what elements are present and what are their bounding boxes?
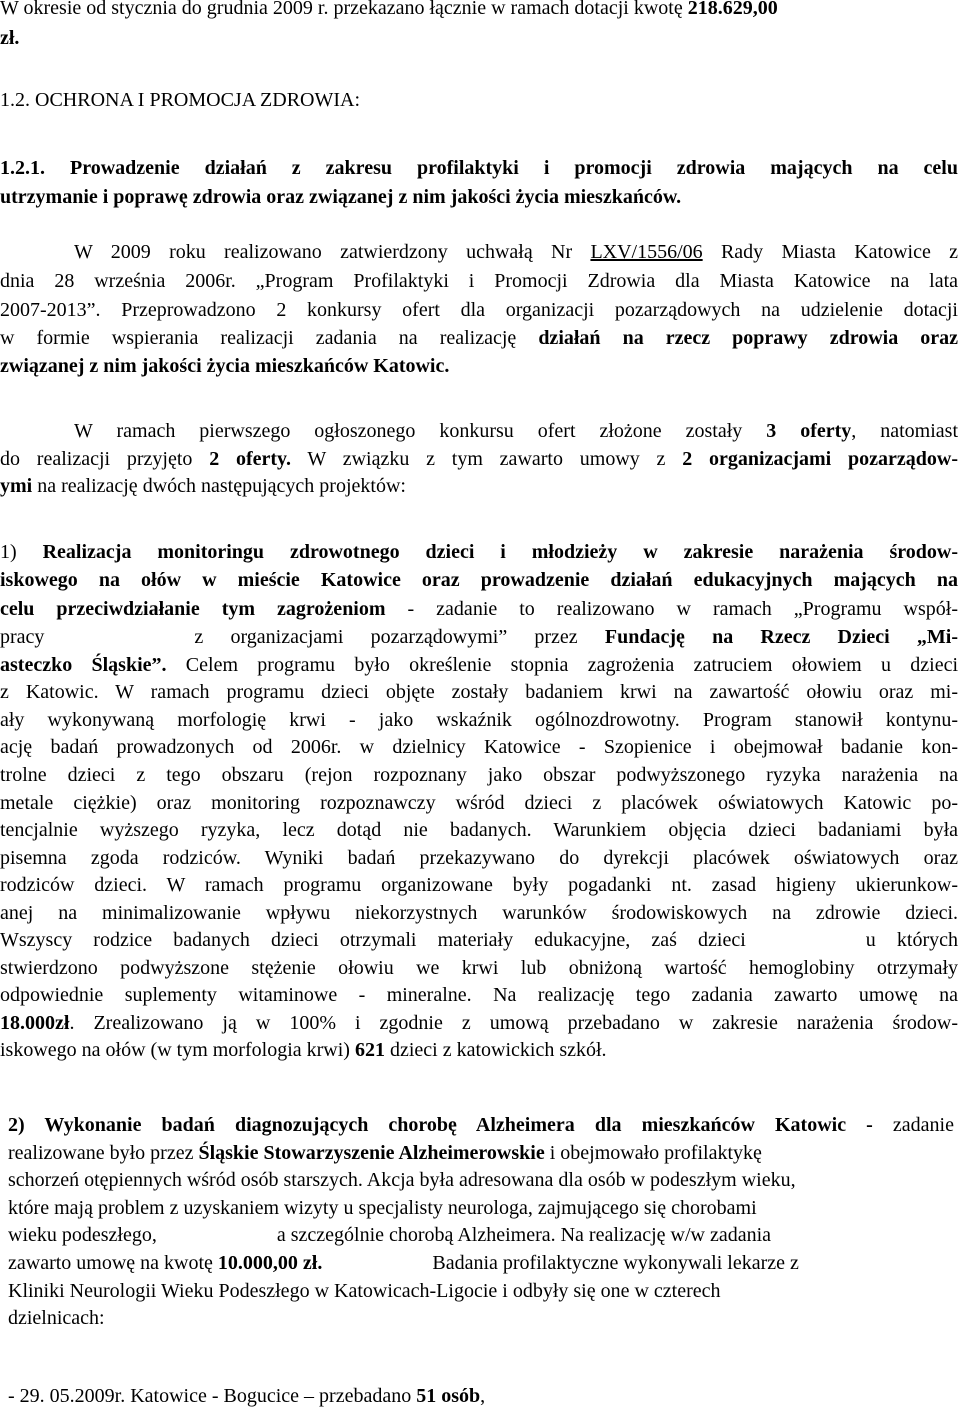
project-1-line-10: metale ciężkie) oraz monitoring rozpoznawczy wśród dzieci z placówek oświatowych Katowic po- (0, 792, 958, 814)
para-konkurs-line-2: do realizacji przyjęto 2 oferty. W związku z tym zawarto umowy z 2 organizacjami pozarządow- (0, 448, 958, 470)
project-1-line-12: pisemna zgoda rodziców. Wyniki badań przekazywano do dyrekcji placówek oświatowych oraz (0, 847, 958, 869)
project-1-line-13: rodziców dzieci. W ramach programu organizowane były pogadanki nt. zasad higieny ukierunkow- (0, 874, 958, 896)
resolution-number: LXV/1556/06 (590, 241, 703, 263)
intro-line-2: zł. (0, 27, 20, 49)
project-1-line-17: odpowiednie suplementy witaminowe - mineralne. Na realizację tego zadania zawarto umowę na (0, 984, 958, 1006)
para-2009-line-5: związanej z nim jakości życia mieszkańców Katowic. (0, 355, 450, 377)
para-2009-line-1: W 2009 roku realizowano zatwierdzony uchwałą Nr LXV/1556/06 Rady Miasta Katowice z (74, 241, 958, 263)
intro-line-1 (0, 0, 778, 22)
project-1-line-14: anej na minimalizowanie wpływu niekorzystnych warunków środowiskowych na zdrowie dzieci. (0, 902, 958, 924)
project-1-line-1: 1) Realizacja monitoringu zdrowotnego dzieci i młodzieży w zakresie narażenia środow- (0, 541, 958, 563)
list-item: - 29. 05.2009r. Katowice - Bogucice – przebadano 51 osób, (8, 1385, 486, 1407)
project-2-line-4: które mają problem z uzyskaniem wizyty u specjalisty neurologa, zajmującego się chorobami (8, 1197, 757, 1219)
project-1-line-4: pracy z organizacjami pozarządowymi” przez Fundację na Rzecz Dzieci „Mi- (0, 626, 958, 648)
project-2-line-1: 2) Wykonanie badań diagnozujących chorobę Alzheimera dla mieszkańców Katowic - zadanie (8, 1114, 954, 1136)
para-2009-line-2: dnia 28 września 2006r. „Program Profilaktyki i Promocji Zdrowia dla Miasta Katowice na lata (0, 270, 958, 292)
intro-text: W okresie od stycznia do grudnia 2009 r. przekazano łącznie w ramach dotacji kwotę (0, 0, 688, 19)
project-1-line-15: Wszyscy rodzice badanych dzieci otrzymali materiały edukacyjne, zaś dzieci u których (0, 929, 958, 951)
para-2009-line-4: w formie wspierania realizacji zadania na realizację działań na rzecz poprawy zdrowia oraz (0, 327, 958, 349)
project-1-line-11: tencjalnie wyższego ryzyka, lecz dotąd nie badanych. Warunkiem objęcia dzieci badaniami była (0, 819, 958, 841)
section-heading-1-2-1-line-2: utrzymanie i poprawę zdrowia oraz związanej z nim jakości życia mieszkańców. (0, 186, 682, 208)
project-1-line-9: trolne dzieci z tego obszaru (rejon rozpoznany jako obszar podwyższonego ryzyka narażenia na (0, 764, 958, 786)
project-1-line-8: ację badań prowadzonych od 2006r. w dzielnicy Katowice - Szopienice i obejmował badanie kon- (0, 736, 958, 758)
project-1-line-19: iskowego na ołów (w tym morfologia krwi) 621 dzieci z katowickich szkół. (0, 1039, 607, 1061)
para-konkurs-line-1: W ramach pierwszego ogłoszonego konkursu ofert złożone zostały 3 oferty, natomiast (74, 420, 959, 442)
project-1-line-18: 18.000zł. Zrealizowano ją w 100% i zgodnie z umową przebadano w zakresie narażenia środow- (0, 1012, 958, 1034)
project-2-line-2: realizowane było przez Śląskie Stowarzyszenie Alzheimerowskie i obejmowało profilaktykę (8, 1142, 762, 1164)
section-heading-1-2: 1.2. OCHRONA I PROMOCJA ZDROWIA: (0, 89, 361, 111)
project-1-line-16: stwierdzono podwyższone stężenie ołowiu we krwi lub obniżoną wartość hemoglobiny otrzymały (0, 957, 958, 979)
project-1-line-7: ały wykonywaną morfologię krwi - jako wskaźnik ogólnozdrowotny. Program stanowił kontynu- (0, 709, 958, 731)
project-1-line-6: z Katowic. W ramach programu dzieci objęte zostały badaniem krwi na zawartość ołowiu oraz mi- (0, 681, 958, 703)
intro-amount: 218.629,00 (687, 0, 778, 19)
project-2-line-5: wieku podeszłego, a szczególnie chorobą Alzheimera. Na realizację w/w zadania (8, 1224, 772, 1246)
para-2009-line-3: 2007-2013”. Przeprowadzono 2 konkursy ofert dla organizacji pozarządowych na udzielenie dotacji (0, 299, 958, 321)
project-2-line-6: zawarto umowę na kwotę 10.000,00 zł. Badania profilaktyczne wykonywali lekarze z (8, 1252, 799, 1274)
para-konkurs-line-3: ymi na realizację dwóch następujących projektów: (0, 475, 406, 497)
project-2-line-3: schorzeń otępiennych wśród osób starszych. Akcja była adresowana dla osób w podeszłym wieku, (8, 1169, 796, 1191)
project-2-line-7: Kliniki Neurologii Wieku Podeszłego w Katowicach-Ligocie i odbyły się one w czterech (8, 1280, 721, 1302)
project-1-line-2: iskowego na ołów w mieście Katowice oraz prowadzenie działań edukacyjnych mających na (0, 569, 958, 591)
project-2-line-8: dzielnicach: (8, 1307, 105, 1329)
section-heading-1-2-1-line-1: 1.2.1. Prowadzenie działań z zakresu profilaktyki i promocji zdrowia mających na celu (0, 157, 958, 179)
project-1-line-3: celu przeciwdziałanie tym zagrożeniom - zadanie to realizowano w ramach „Programu współ- (0, 598, 958, 620)
project-1-line-5: asteczko Śląskie”. Celem programu było określenie stopnia zagrożenia zatruciem ołowiem u dzieci (0, 654, 959, 676)
